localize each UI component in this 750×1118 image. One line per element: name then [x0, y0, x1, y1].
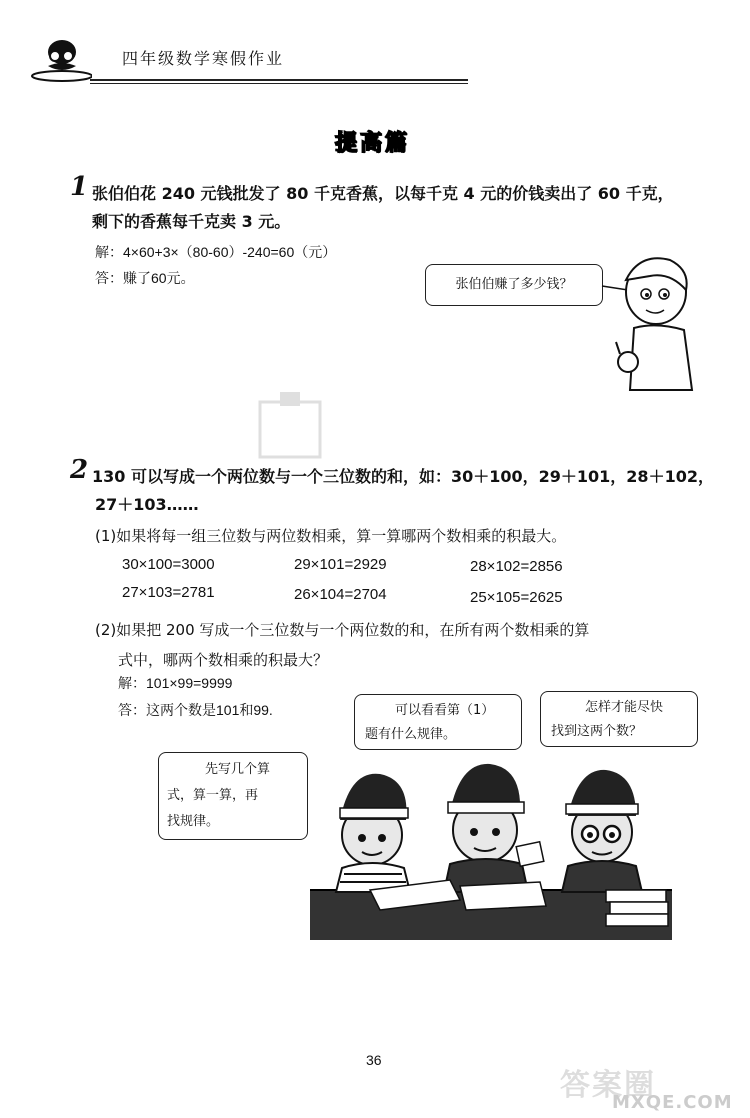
- watermark-url: MXQE.COM: [612, 1092, 733, 1113]
- question-2-part2-line1: (2)如果把 200 写成一个三位数与一个两位数的和，在所有两个数相乘的算: [95, 621, 590, 639]
- equation-3: 28×102=2856: [470, 558, 563, 575]
- equation-6: 25×105=2625: [470, 589, 563, 606]
- header-title: 四年级数学寒假作业: [122, 49, 285, 68]
- question-2-number: 2: [70, 455, 89, 485]
- question-1-line2: 剩下的香蕉每千克卖 3 元。: [92, 212, 291, 231]
- section-title: 提高篇: [335, 131, 411, 156]
- equation-5: 26×104=2704: [294, 586, 387, 603]
- speech-bubble-middle-line1: 可以看看第（1）: [395, 703, 495, 718]
- speech-bubble-right-line1: 怎样才能尽快: [585, 700, 664, 715]
- speech-bubble-right-line2: 找到这两个数？: [551, 724, 643, 739]
- equation-2: 29×101=2929: [294, 556, 387, 573]
- watermark-logo: 答案圈: [560, 1068, 656, 1103]
- equation-1: 30×100=3000: [122, 556, 215, 573]
- question-2-part2-line2: 式中，哪两个数相乘的积最大？: [118, 651, 329, 669]
- question-1-line1: 张伯伯花 240 元钱批发了 80 千克香蕉，以每千克 4 元的价钱卖出了 60 千克，: [92, 184, 674, 203]
- boy-thinking-illustration: [600, 250, 700, 400]
- speech-bubble-q1: [425, 264, 603, 306]
- speech-bubble-left: [158, 752, 308, 840]
- page-number: 36: [366, 1052, 382, 1068]
- speech-bubble-left-line1: 先写几个算: [205, 762, 271, 777]
- speech-bubble-q1-text: 张伯伯赚了多少钱？: [455, 277, 573, 292]
- mascot-icon: [30, 30, 92, 82]
- equation-4: 27×103=2781: [122, 584, 215, 601]
- speech-bubble-left-line2: 式，算一算，再: [167, 788, 259, 803]
- question-2-solution: 解：101×99=9999: [118, 675, 233, 691]
- header-rule: [90, 79, 468, 81]
- speech-bubble-right: [540, 691, 698, 747]
- header-rule-thin: [90, 83, 468, 84]
- speech-bubble-middle-line2: 题有什么规律。: [365, 727, 457, 742]
- question-2-line2: 27＋103……: [95, 495, 199, 514]
- speech-bubble-left-line3: 找规律。: [167, 814, 220, 829]
- question-2-line1: 130 可以写成一个两位数与一个三位数的和，如：30＋100，29＋101，28＋102，: [92, 467, 714, 486]
- question-1-answer: 答：赚了60元。: [95, 270, 195, 286]
- kids-studying-illustration: [310, 740, 672, 942]
- question-2-answer: 答：这两个数是101和99.: [118, 702, 273, 718]
- question-1-solution: 解：4×60+3×（80-60）-240=60（元）: [95, 244, 337, 260]
- question-1-number: 1: [70, 172, 89, 202]
- question-2-part1: (1)如果将每一组三位数与两位数相乘，算一算哪两个数相乘的积最大。: [95, 527, 567, 545]
- faint-background-figure: [250, 392, 330, 462]
